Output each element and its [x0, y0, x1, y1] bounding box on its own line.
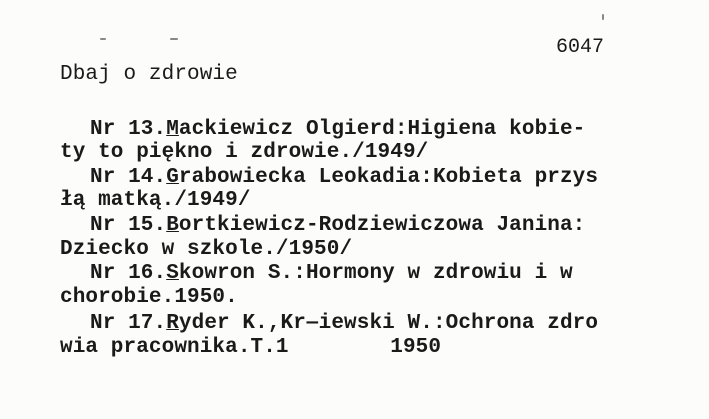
entry-15-line1 — [90, 214, 585, 238]
entry-17-line2: wia pracownika.T.1 1950 — [60, 336, 442, 359]
entry-14-prefix: Nr 14. — [90, 166, 167, 189]
entry-13-line2: ty to piękno i zdrowie./1949/ — [60, 141, 429, 164]
entry-16-line1 — [90, 262, 573, 286]
entry-16-prefix: Nr 16. — [90, 262, 167, 285]
ink-speck — [100, 38, 106, 40]
entry-17-prefix: Nr 17. — [90, 312, 167, 335]
entry-14-line2: łą matką./1949/ — [60, 189, 251, 212]
entry-17-rest: yder K.,Kr‒iewski W.:Ochrona zdro — [178, 312, 599, 335]
entry-16-line2: chorobie.1950. — [60, 286, 238, 309]
entry-14-initial: G — [166, 166, 179, 189]
entry-13-initial: M — [166, 118, 179, 141]
entry-16-rest: kowron S.:Hormony w zdrowiu i w — [178, 262, 573, 285]
entry-16-initial: S — [166, 262, 179, 285]
entry-15-rest: ortkiewicz-Rodziewiczowa Janina: — [178, 214, 586, 237]
entry-13-line1 — [90, 118, 585, 142]
ink-speck — [602, 14, 604, 20]
entry-17-initial: R — [166, 312, 179, 335]
card-number: 6047 — [556, 36, 605, 59]
heading: Dbaj o zdrowie — [60, 63, 238, 86]
ink-speck — [170, 38, 178, 40]
entry-13-prefix: Nr 13. — [90, 118, 167, 141]
entry-14-rest: rabowiecka Leokadia:Kobieta przys — [178, 166, 599, 189]
entry-13-rest: ackiewicz Olgierd:Higiena kobie- — [178, 118, 586, 141]
entry-15-prefix: Nr 15. — [90, 214, 167, 237]
entry-15-line2: Dziecko w szkole./1950/ — [60, 238, 353, 261]
entry-14-line1 — [90, 166, 598, 190]
entry-15-initial: B — [166, 214, 179, 237]
entry-17-line1 — [90, 312, 598, 336]
